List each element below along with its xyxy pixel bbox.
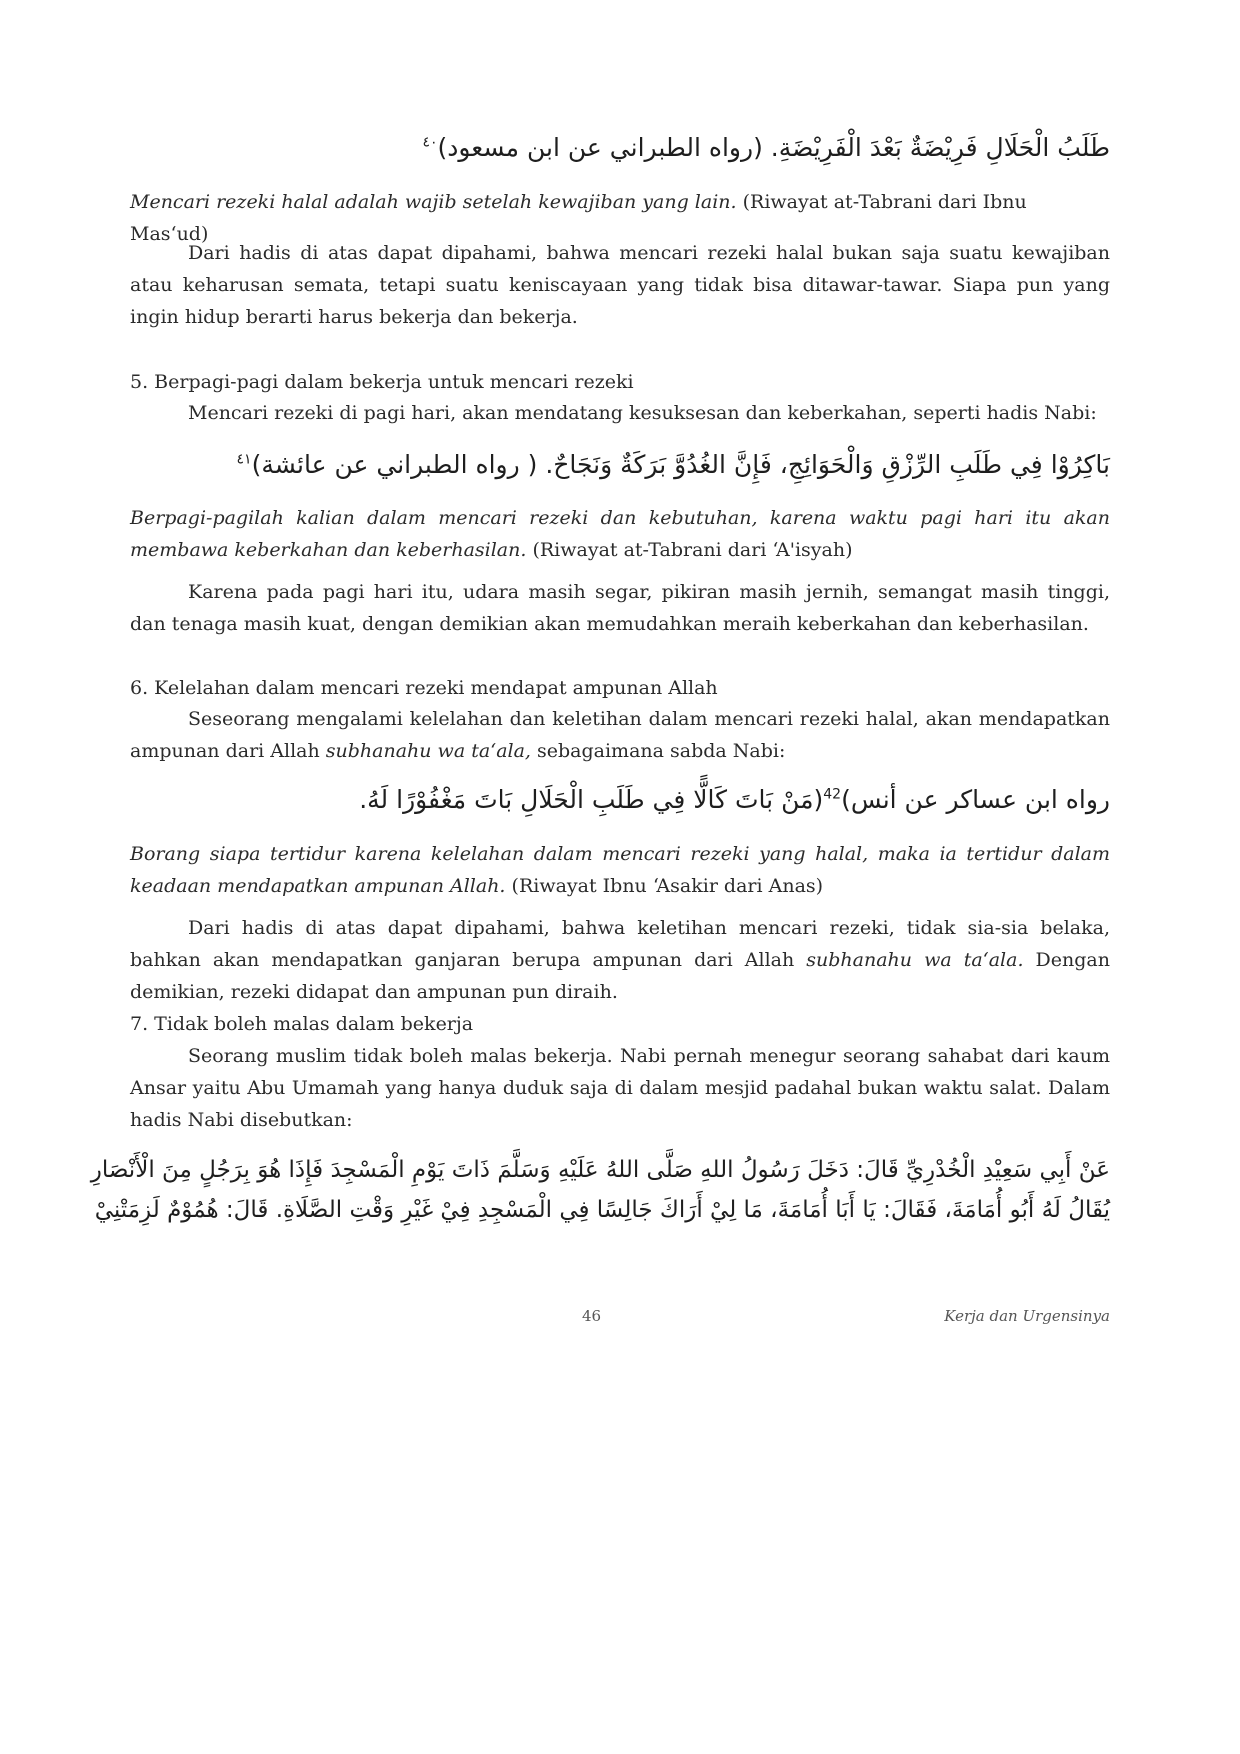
hadith-1-arabic: [130, 128, 1110, 168]
footnote-40: ٤٠: [422, 134, 438, 151]
hadith-2-source: ( رواه الطبراني عن عائشة): [251, 450, 538, 479]
section-5-heading: 5. Berpagi-pagi dalam bekerja untuk mencari rezeki: [130, 371, 634, 393]
document-page: [90, 0, 1110, 1754]
section-7-heading: 7. Tidak boleh malas dalam bekerja: [130, 1013, 474, 1035]
book-title: Kerja dan Urgensinya: [944, 1307, 1110, 1325]
section-6-paragraph-italic: subhanahu wa ta‘ala.: [806, 949, 1024, 971]
section-5-intro: Mencari rezeki di pagi hari, akan mendatang kesuksesan dan keberkahan, seperti hadis Nabi:: [188, 402, 1097, 424]
hadith-1-translation-text: Mencari rezeki halal adalah wajib setelah kewajiban yang lain.: [130, 191, 737, 213]
footnote-42: 42: [823, 786, 842, 803]
hadith-3-translation-text: Borang siapa tertidur karena kelelahan dalam mencari rezeki yang halal, maka ia tertidur dalam keadaan mendapatkan ampunan Allah.: [130, 843, 1110, 897]
hadith-2-translation-source: (Riwayat at-Tabrani dari ‘A'isyah): [532, 539, 853, 561]
hadith-3-translation-source: (Riwayat Ibnu ‘Asakir dari Anas): [511, 875, 824, 897]
hadith-3-text: (مَنْ بَاتَ كَالًّا فِي طَلَبِ الْحَلَالِ بَاتَ مَغْفُوْرًا لَهُ.: [359, 785, 824, 814]
page-footer: [130, 1307, 1110, 1337]
hadith-3-arabic: [130, 780, 1110, 820]
hadith-1-translation-source: (Riwayat at-Tabrani dari Ibnu Mas‘ud): [130, 191, 1027, 245]
section-6-paragraph-text: Dari hadis di atas dapat dipahami, bahwa keletihan mencari rezeki, tidak sia-sia belaka, bahkan akan mendapatkan ganjaran berupa ampunan dari Allah: [130, 917, 1110, 971]
hadith-2-text: بَاكِرُوْا فِي طَلَبِ الرِّزْقِ وَالْحَوَائِجِ، فَإِنَّ الغُدُوَّ بَرَكَةٌ وَنَجَاحٌ.: [545, 450, 1110, 479]
section-5-paragraph: Karena pada pagi hari itu, udara masih segar, pikiran masih jernih, semangat masih tinggi, dan tenaga masih kuat, dengan demikian akan memudahkan meraih keberkahan dan keberhasilan.: [130, 581, 1110, 635]
hadith-2-arabic: [130, 445, 1110, 485]
section-6-paragraph-end: Dengan demikian, rezeki didapat dan ampunan pun diraih.: [130, 949, 1110, 1003]
footnote-41: ٤١: [236, 451, 252, 468]
section-6-paragraph: [130, 912, 1110, 1008]
hadith-4-arabic-line-2: يُقَالُ لَهُ أَبُو أُمَامَةَ، فَقَالَ: يَا أَبَا أُمَامَةَ، مَا لِيْ أَرَاكَ جَالِسًا فِي الْمَسْجِدِ فِيْ غَيْرِ وَقْتِ الصَّلَاةِ. قَالَ: هُمُوْمٌ لَزِمَتْنِيْ: [94, 1197, 1110, 1223]
section-6-intro-end: sebagaimana sabda Nabi:: [530, 740, 786, 762]
hadith-2-translation-text: Berpagi-pagilah kalian dalam mencari rezeki dan kebutuhan, karena waktu pagi hari itu akan membawa keberkahan dan keberhasilan.: [130, 507, 1110, 561]
section-6-intro-italic: subhanahu wa ta‘ala,: [325, 740, 531, 762]
hadith-2-translation: [130, 502, 1110, 566]
hadith-3-source: رواه ابن عساكر عن أنس): [841, 785, 1110, 814]
hadith-4-arabic-line-1: عَنْ أَبِي سَعِيْدِ الْخُدْرِيِّ قَالَ: دَخَلَ رَسُولُ اللهِ صَلَّى اللهُ عَلَيْهِ وَسَلَّمَ ذَاتَ يَوْمِ الْمَسْجِدَ فَإِذَا هُوَ بِرَجُلٍ مِنَ الْأَنْصَارِ: [90, 1157, 1110, 1183]
section-6-heading: 6. Kelelahan dalam mencari rezeki mendapat ampunan Allah: [130, 677, 718, 699]
section-6-intro-text: Seseorang mengalami kelelahan dan keletihan dalam mencari rezeki halal, akan mendapatkan ampunan dari Allah: [130, 708, 1110, 762]
hadith-3-translation: [130, 838, 1110, 902]
section-7-intro: Seorang muslim tidak boleh malas bekerja. Nabi pernah menegur seorang sahabat dari kaum Ansar yaitu Abu Umamah yang hanya duduk saja di dalam mesjid padahal bukan waktu salat. Dalam hadis Nabi disebutkan:: [130, 1045, 1110, 1131]
section-6-intro: [130, 703, 1110, 767]
hadith-1-source: (رواه الطبراني عن ابن مسعود): [437, 133, 763, 162]
hadith-1-text: طَلَبُ الْحَلَالِ فَرِيْضَةٌ بَعْدَ الْفَرِيْضَةِ.: [770, 133, 1110, 162]
page-number: 46: [582, 1307, 602, 1325]
paragraph-1: Dari hadis di atas dapat dipahami, bahwa mencari rezeki halal bukan saja suatu kewajiban atau keharusan semata, tetapi suatu keniscayaan yang tidak bisa ditawar-tawar. Siapa pun yang ingin hidup berarti harus bekerja dan bekerja.: [130, 242, 1110, 328]
